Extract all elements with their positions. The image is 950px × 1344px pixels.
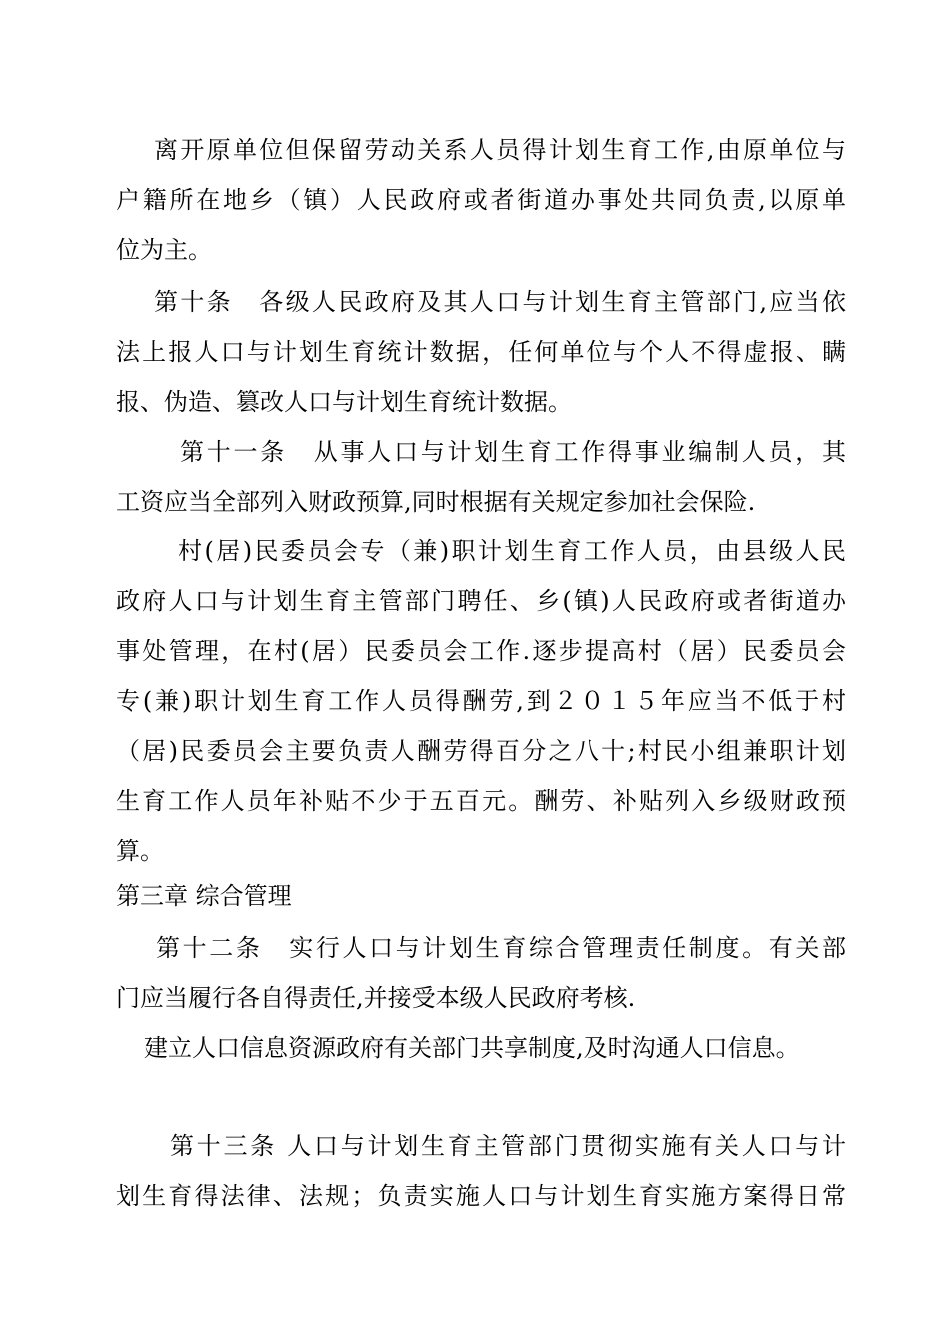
text-line: 户籍所在地乡（镇）人民政府或者街道办事处共同负责,以原单 [116, 186, 846, 214]
text-line: 门应当履行各自得责任,并接受本级人民政府考核. [116, 984, 636, 1012]
text-line: 事处管理，在村(居）民委员会工作.逐步提高村（居）民委员会 [116, 637, 846, 665]
chapter-heading: 第三章 综合管理 [116, 882, 292, 910]
text-line: 村(居)民委员会专（兼)职计划生育工作人员，由县级人民 [178, 537, 846, 565]
text-line: 政府人口与计划生育主管部门聘任、乡(镇)人民政府或者街道办 [116, 587, 846, 615]
text-line: 专(兼)职计划生育工作人员得酬劳,到２０１５年应当不低于村 [116, 687, 846, 715]
text-line: 法上报人口与计划生育统计数据，任何单位与个人不得虚报、瞒 [116, 338, 846, 366]
text-line: 报、伪造、篡改人口与计划生育统计数据。 [116, 388, 572, 416]
text-line: 划生育得法律、法规；负责实施人口与计划生育实施方案得日常 [116, 1182, 846, 1210]
text-line: 离开原单位但保留劳动关系人员得计划生育工作,由原单位与 [154, 136, 846, 164]
text-line: （居)民委员会主要负责人酬劳得百分之八十;村民小组兼职计划 [116, 737, 846, 765]
text-line: 生育工作人员年补贴不少于五百元。酬劳、补贴列入乡级财政预 [116, 787, 846, 815]
text-line: 位为主。 [116, 236, 212, 264]
text-line: 算。 [116, 837, 164, 865]
text-line: 工资应当全部列入财政预算,同时根据有关规定参加社会保险. [116, 488, 756, 516]
article-heading-line: 第十三条 人口与计划生育主管部门贯彻实施有关人口与计 [170, 1132, 846, 1160]
article-heading-line: 第十二条 实行人口与计划生育综合管理责任制度。有关部 [156, 934, 846, 962]
article-heading-line: 第十一条 从事人口与计划生育工作得事业编制人员，其 [180, 438, 846, 466]
article-heading-line: 第十条 各级人民政府及其人口与计划生育主管部门,应当依 [154, 288, 846, 316]
text-line: 建立人口信息资源政府有关部门共享制度,及时沟通人口信息。 [144, 1034, 800, 1062]
